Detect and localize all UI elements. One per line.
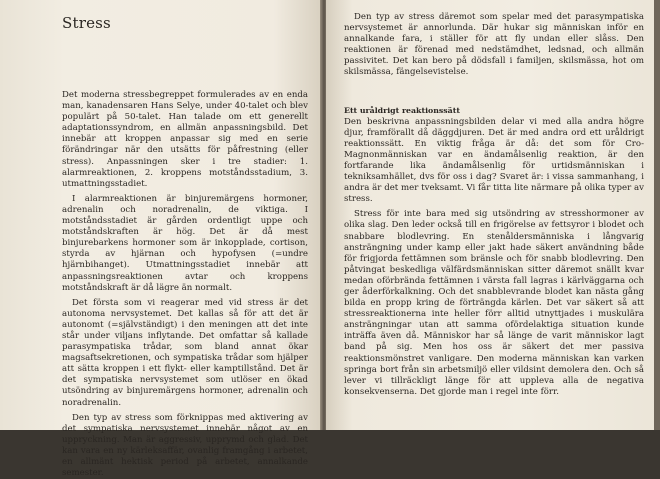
paragraph: Stress för inte bara med sig utsöndring av stresshormoner av olika slag. Den leder också till en frigörelse av fettsyror i blodet och snabbare blodlevring. En stenåldersmänniska i långvarig ansträngning under kamp eller jakt hade säkert användning både för frigjorda fettämnen som bränsle och för snabb blodlevring. Den påtvingat beskedliga välfärdsmänniskan sitter däremot snällt kvar medan oförbrända fettämnen i värsta fall lagras i kärlväggarna och ger åderförkalkning. Och det snabblevrande blodet kan nästa gång bilda en propp kring de förträngda kärlen. Det var säkert så att stressreaktionerna inte heller förr alltid utnyttjades i muskulära ansträngningar utan att samma ofördelaktiga situation kunde inträffa även då. Människor har så länge de varit människor lagt band på sig. Men hos oss är säkert det mer passiva reaktionsmönstret vanligare. Den moderna människan kan varken springa bort från sin arbetsmiljö eller vildsint demolera den. Och så lever vi tillräckligt länge för att uppleva alla de negativa konsekvenserna. Det gjorde man i regel inte förr. <box>344 209 644 397</box>
left-page <box>0 0 322 479</box>
paragraph: Den typ av stress däremot som spelar med det parasympatiska nervsystemet är annorlunda. Där hukar sig människan inför en annalkande fara, i ställer för att fly undan eller slåss. Den reaktionen är förenad med nedstämdhet, ledsnad, och allmän passivitet. Det kan bero på dödsfall i familjen, skilsmässa, hot om skilsmässa, fängelsevistelse. <box>344 12 644 78</box>
paragraph: Den typ av stress som förknippas med aktivering av det sympatiska nervsystemet innebär något av en uppryckning. Man är aggressiv, upprymd och glad. Det kan vara en ny kärleksaffär, ovanlig framgång i arbetet, en allmänt hektisk period på arbetet, annalkande semester. <box>62 412 308 479</box>
section-heading: Ett uråldrigt reaktionssätt <box>344 105 460 115</box>
paragraph: Det första som vi reagerar med vid stress är det autonoma nervsystemet. Det kallas så för att det är autonomt (=självständigt) i den meningen att det inte står under viljans inflytande. Det omfattar så kallade parasympatiska trådar, som bland annat ökar magsaftsekretionen, och sympatiska trådar som hjälper att sätta kroppen i ett flykt- eller kamptillstånd. Det är det sympatiska nervsystemet som utlöser en ökad utsöndring av binjuremärgens hormoner, adrenalin och noradrenalin. <box>62 297 308 408</box>
paragraph: Det moderna stressbegreppet formulerades av en enda man, kanadensaren Hans Selye, under 40-talet och blev populärt på 50-talet. Han talade om ett generellt adaptationssyndrom, en allmän anpassningsbild. Det innebär att kroppen anpassar sig med en serie förändringar när den utsätts för påfrestning (eller stress). Anpassningen sker i tre stadier: 1. alarmreaktionen, 2. kroppens motståndsstadium, 3. utmattningsstadiet. <box>62 90 308 189</box>
page-title: Stress <box>62 14 111 32</box>
paragraph: I alarmreaktionen är binjuremärgens hormoner, adrenalin och noradrenalin, de viktiga. I motståndsstadiet är gården ordentligt uppe och motståndskraften är hög. Det är då mest binjurebarkens hormoner som är inkopplade, cortison, styrda av hjärnan och hypofysen (=undre hjärnbihanget). Utmattningsstadiet innebär att anpassningsreaktionen avtar och kroppens motståndskraft är då lägre än normalt. <box>62 193 308 293</box>
right-page <box>326 0 660 430</box>
paragraph: Den beskrivna anpassningsbilden delar vi med alla andra högre djur, framförallt då däggdjuren. Det är med andra ord ett uråldrigt reaktionssätt. En viktig fråga är då: det som för Cro-Magnonmänniskan var en ändamålsenlig reaktion, är den fortfarande lika ändamålsenlig för urtidsmänniskan i tekniksamhället, dvs för oss i dag? Svaret är: i vissa sammanhang, i andra är det mer tveksamt. Vi får titta lite närmare på olika typer av stress. <box>344 116 644 205</box>
page-edge <box>654 0 660 430</box>
